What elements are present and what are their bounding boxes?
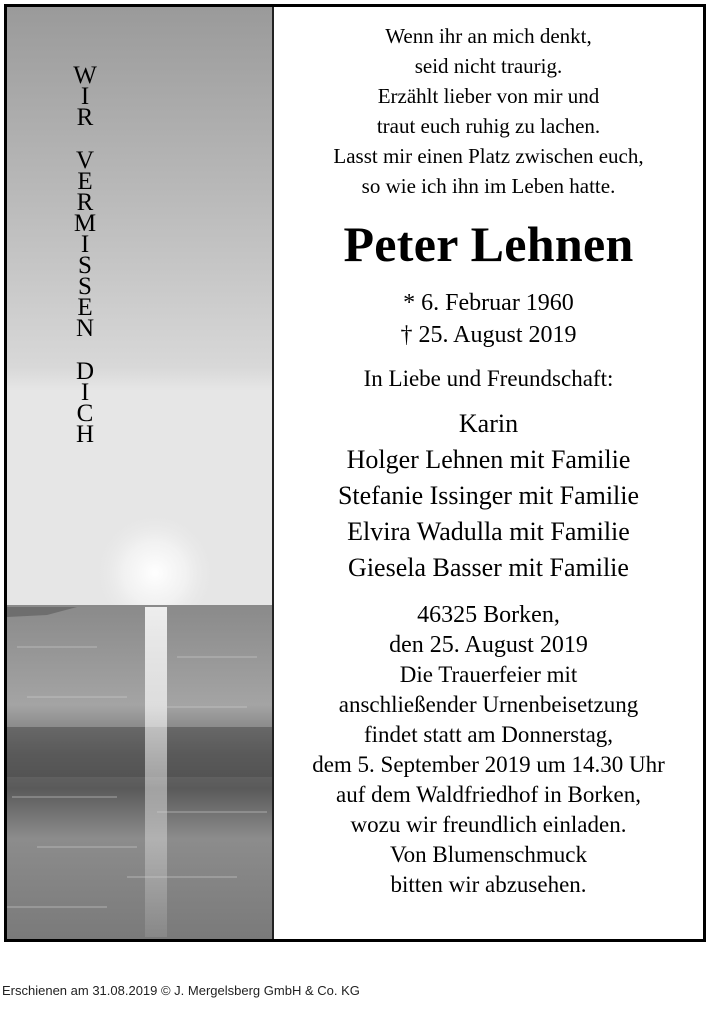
mourner: Elvira Wadulla mit Familie [347, 517, 630, 546]
ceremony-details [274, 660, 703, 900]
poem-line: Erzählt lieber von mir und [377, 84, 600, 108]
mourners-list [274, 406, 703, 586]
mourner: Karin [458, 409, 519, 438]
birth-date: * 6. Februar 1960 [403, 290, 574, 316]
poem-line: traut euch ruhig zu lachen. [376, 114, 601, 138]
poem-line: Wenn ihr an mich denkt, [385, 24, 592, 48]
place: 46325 Borken, [417, 602, 560, 628]
obituary-notice [4, 4, 706, 942]
love-line: In Liebe und Freundschaft: [363, 366, 614, 391]
poem-line: seid nicht traurig. [414, 54, 563, 78]
mourner: Holger Lehnen mit Familie [346, 445, 631, 474]
ceremony-line: Von Blumenschmuck [390, 842, 587, 867]
ceremony-line: auf dem Waldfriedhof in Borken, [336, 782, 641, 807]
ceremony-line: findet statt am Donnerstag, [363, 722, 614, 747]
deceased-name: Peter Lehnen [343, 216, 634, 272]
ceremony-line: anschließender Urnenbeisetzung [338, 692, 639, 717]
mourner: Stefanie Issinger mit Familie [337, 481, 640, 510]
vertical-word: W I R [73, 62, 97, 131]
vertical-word: V E R M I S S E N [73, 147, 97, 342]
vertical-word: D I C H [75, 358, 95, 448]
mourner: Giesela Basser mit Familie [348, 553, 629, 582]
life-dates [274, 287, 703, 351]
poem-line: Lasst mir einen Platz zwischen euch, [333, 144, 644, 168]
sunset-sea-photo [7, 7, 274, 939]
death-date: † 25. August 2019 [400, 322, 577, 348]
poem-line: so wie ich ihn im Leben hatte. [361, 174, 616, 198]
notice-date: den 25. August 2019 [389, 632, 588, 658]
vertical-tagline [65, 62, 105, 448]
publication-footer: Erschienen am 31.08.2019 © J. Mergelsberg GmbH & Co. KG [2, 983, 360, 998]
notice-text-column [274, 7, 703, 900]
ceremony-line: bitten wir abzusehen. [390, 872, 587, 897]
poem [274, 21, 703, 201]
ceremony-line: Die Trauerfeier mit [399, 662, 578, 687]
ceremony-line: dem 5. September 2019 um 14.30 Uhr [312, 752, 665, 777]
place-and-date [274, 600, 703, 660]
ceremony-line: wozu wir freundlich einladen. [350, 812, 627, 837]
